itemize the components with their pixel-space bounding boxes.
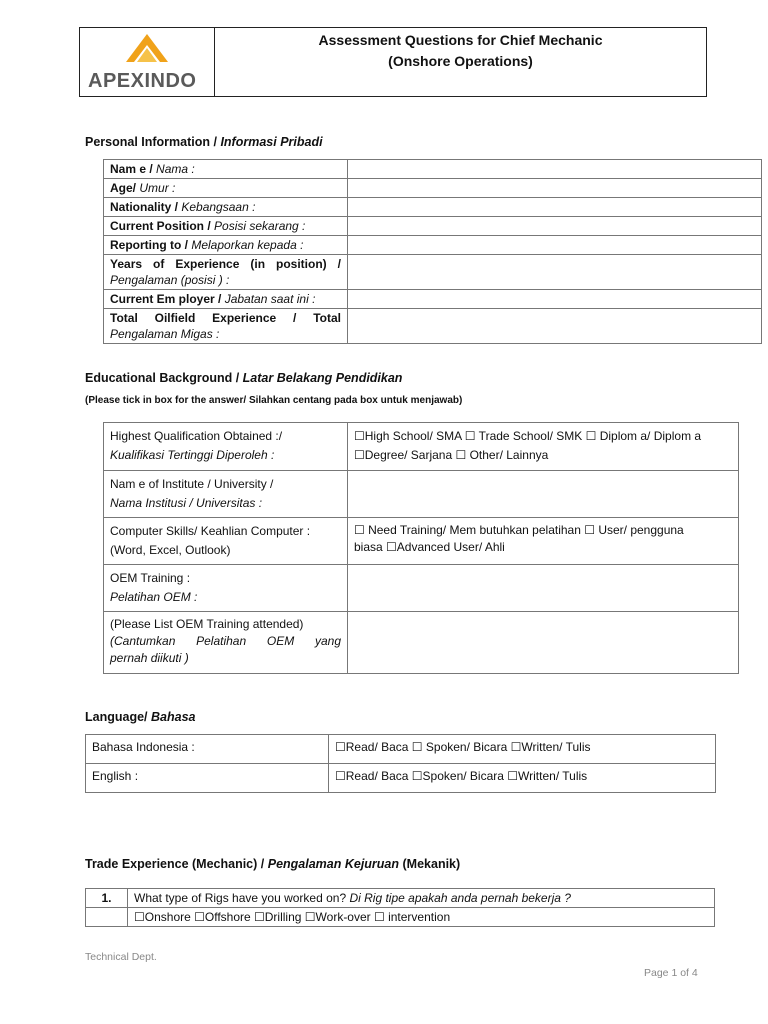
name-label: Nam e / Nama :: [104, 160, 348, 179]
years-experience-label: Years of Experience (in position) / Pengalaman (posisi ) :: [104, 255, 348, 290]
current-employer-label: Current Em ployer / Jabatan saat ini :: [104, 290, 348, 309]
table-row: [104, 309, 762, 344]
oem-training-field[interactable]: [348, 565, 739, 612]
page-number: Page 1 of 4: [644, 967, 698, 979]
reporting-to-label: Reporting to / Melaporkan kepada :: [104, 236, 348, 255]
institute-label: Nam e of Institute / University / Nama Institusi / Universitas :: [104, 471, 348, 518]
document-header: [79, 27, 707, 97]
current-employer-field[interactable]: [348, 290, 762, 309]
education-table: [103, 422, 739, 674]
total-oilfield-label: Total Oilfield Experience / Total Pengalaman Migas :: [104, 309, 348, 344]
personal-info-heading: Personal Information / Informasi Pribadi: [85, 135, 323, 149]
table-row: [104, 160, 762, 179]
years-experience-field[interactable]: [348, 255, 762, 290]
institute-field[interactable]: [348, 471, 739, 518]
table-row: [104, 217, 762, 236]
computer-skills-label: Computer Skills/ Keahlian Computer : (Word, Excel, Outlook): [104, 518, 348, 565]
question-text: What type of Rigs have you worked on? Di Rig tipe apakah anda pernah bekerja ?: [128, 889, 715, 908]
nationality-label: Nationality / Kebangsaan :: [104, 198, 348, 217]
table-row: [104, 179, 762, 198]
bahasa-indonesia-options[interactable]: ☐Read/ Baca ☐ Spoken/ Bicara ☐Written/ Tulis: [329, 735, 716, 764]
table-row: [104, 471, 739, 518]
table-row: [104, 236, 762, 255]
apexindo-logo-icon: [124, 32, 170, 68]
english-label: English :: [86, 764, 329, 793]
table-row: [86, 735, 716, 764]
question-number: 1.: [86, 889, 128, 908]
oem-list-label: (Please List OEM Training attended) (Cantumkan Pelatihan OEM yang pernah diikuti ): [104, 612, 348, 674]
table-row: [104, 198, 762, 217]
table-row: [86, 889, 715, 908]
reporting-to-field[interactable]: [348, 236, 762, 255]
document-title: [215, 28, 706, 96]
name-field[interactable]: [348, 160, 762, 179]
age-field[interactable]: [348, 179, 762, 198]
table-row: [86, 908, 715, 927]
trade-heading: Trade Experience (Mechanic) / Pengalaman Kejuruan (Mekanik): [85, 857, 461, 871]
title-line-2: (Onshore Operations): [388, 53, 533, 69]
total-oilfield-field[interactable]: [348, 309, 762, 344]
logo: [80, 28, 215, 96]
table-row: [86, 764, 716, 793]
education-heading: Educational Background / Latar Belakang Pendidikan: [85, 371, 403, 385]
oem-list-field[interactable]: [348, 612, 739, 674]
empty-cell: [86, 908, 128, 927]
personal-info-table: [103, 159, 762, 344]
table-row: [104, 290, 762, 309]
table-row: [104, 565, 739, 612]
language-table: [85, 734, 716, 793]
english-options[interactable]: ☐Read/ Baca ☐Spoken/ Bicara ☐Written/ Tulis: [329, 764, 716, 793]
table-row: [104, 255, 762, 290]
table-row: [104, 518, 739, 565]
current-position-label: Current Position / Posisi sekarang :: [104, 217, 348, 236]
education-note: (Please tick in box for the answer/ Silahkan centang pada box untuk menjawab): [85, 395, 463, 406]
current-position-field[interactable]: [348, 217, 762, 236]
age-label: Age/ Umur :: [104, 179, 348, 198]
rig-type-options[interactable]: ☐Onshore ☐Offshore ☐Drilling ☐Work-over ☐ intervention: [128, 908, 715, 927]
highest-qualification-label: Highest Qualification Obtained :/ Kualifikasi Tertinggi Diperoleh :: [104, 423, 348, 471]
title-line-1: Assessment Questions for Chief Mechanic: [318, 32, 603, 48]
oem-training-label: OEM Training : Pelatihan OEM :: [104, 565, 348, 612]
table-row: [104, 612, 739, 674]
footer-department: Technical Dept.: [85, 951, 157, 963]
logo-text: APEXINDO: [88, 70, 197, 92]
computer-skills-options[interactable]: ☐ Need Training/ Mem butuhkan pelatihan ☐ User/ pengguna biasa ☐Advanced User/ Ahli: [348, 518, 739, 565]
bahasa-indonesia-label: Bahasa Indonesia :: [86, 735, 329, 764]
nationality-field[interactable]: [348, 198, 762, 217]
table-row: [104, 423, 739, 471]
highest-qualification-options[interactable]: ☐High School/ SMA ☐ Trade School/ SMK ☐ Diplom a/ Diplom a ☐Degree/ Sarjana ☐ Other/ Lainnya: [348, 423, 739, 471]
trade-table: [85, 888, 715, 927]
language-heading: Language/ Bahasa: [85, 710, 196, 724]
